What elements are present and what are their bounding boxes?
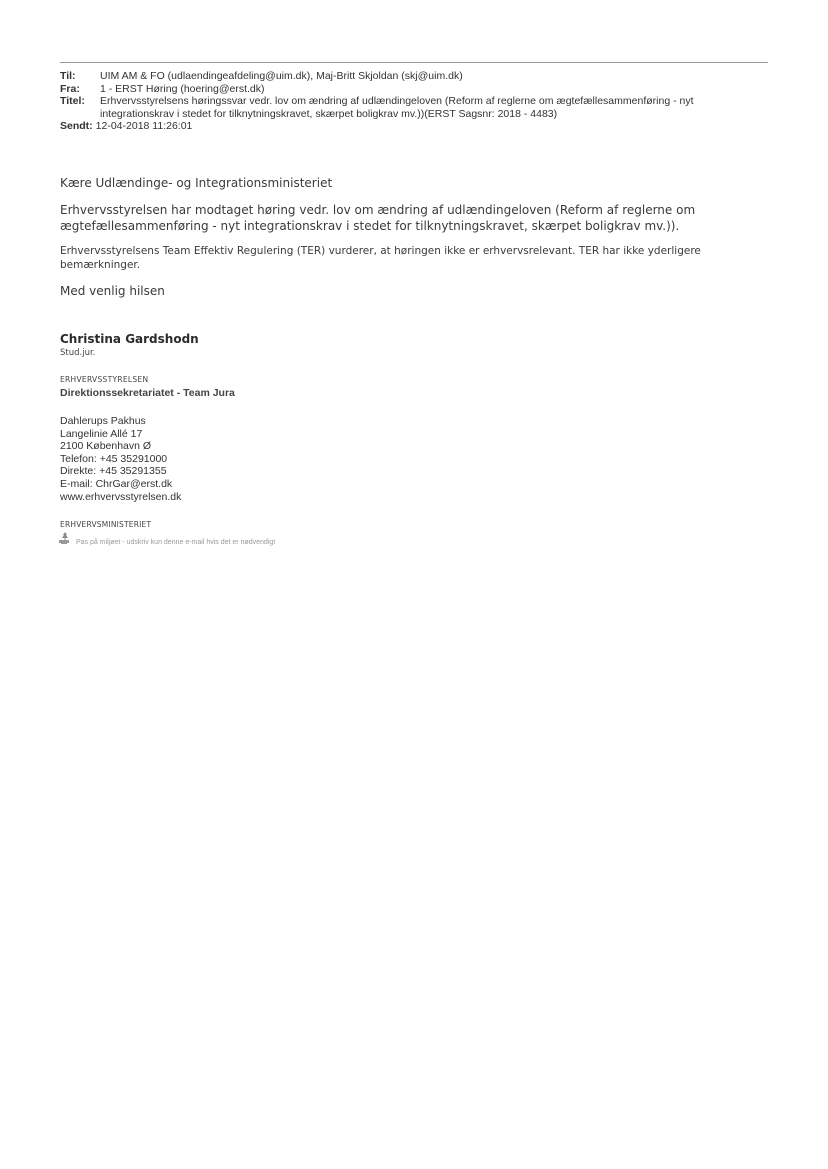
email-body bbox=[60, 176, 740, 298]
sent-value: 12-04-2018 11:26:01 bbox=[95, 120, 193, 132]
environment-note-text: Pas på miljøet - udskriv kun denne e-mail hvis det er nødvendigt bbox=[76, 539, 276, 546]
title-value: Erhvervsstyrelsens høringssvar vedr. lov om ændring af udlændingeloven (Reform af reglerne om ægtefællesammenføring - nyt integrationskrav i stedet for tilknytningskravet, skærpet boligkrav mv.))(ERST Sagsnr: 2018 - 4483) bbox=[100, 95, 694, 120]
signature-title: Stud.jur. bbox=[60, 348, 96, 358]
from-row bbox=[60, 83, 766, 96]
body-paragraph-2: Erhvervsstyrelsens Team Effektiv Regulering (TER) vurderer, at høringen ikke er erhvervsrelevant. TER har ikke yderligere bemærkninger. bbox=[60, 245, 701, 271]
direct-phone-line: Direkte: +45 35291355 bbox=[60, 465, 167, 478]
agency-name: ERHVERVSSTYRELSEN bbox=[60, 375, 149, 384]
signature-name: Christina Gardshodn bbox=[60, 332, 199, 346]
email-header bbox=[60, 70, 766, 133]
department-name: Direktionssekretariatet - Team Jura bbox=[60, 387, 235, 399]
title-row bbox=[60, 95, 766, 120]
website-line: www.erhvervsstyrelsen.dk bbox=[60, 490, 182, 503]
body-paragraph-1: Erhvervsstyrelsen har modtaget høring vedr. lov om ændring af udlændingeloven (Reform af reglerne om ægtefællesammenføring - nyt integrationskrav i stedet for tilknytningskravet, skærpet boligkrav mv.)). bbox=[60, 203, 696, 233]
address-line: Dahlerups Pakhus bbox=[60, 415, 146, 427]
greeting: Kære Udlændinge- og Integrationsministeriet bbox=[60, 176, 333, 190]
header-divider bbox=[60, 62, 768, 63]
sent-label: Sendt: bbox=[60, 120, 93, 132]
ministry-name: ERHVERVSMINISTERIET bbox=[60, 520, 152, 529]
printer-tree-icon bbox=[58, 532, 76, 546]
to-row bbox=[60, 70, 766, 83]
email-line: E-mail: ChrGar@erst.dk bbox=[60, 477, 173, 490]
to-value: UIM AM & FO (udlaendingeafdeling@uim.dk), Maj-Britt Skjoldan (skj@uim.dk) bbox=[100, 70, 463, 82]
phone-line: Telefon: +45 35291000 bbox=[60, 452, 168, 465]
from-value: 1 - ERST Høring (hoering@erst.dk) bbox=[100, 82, 265, 95]
environment-note bbox=[58, 532, 275, 546]
to-label: Til: bbox=[60, 70, 76, 82]
address-block bbox=[60, 415, 181, 503]
closing: Med venlig hilsen bbox=[60, 284, 165, 298]
address-line: 2100 København Ø bbox=[60, 440, 152, 453]
from-label: Fra: bbox=[60, 82, 80, 95]
sent-row bbox=[60, 120, 766, 133]
title-label: Titel: bbox=[60, 95, 85, 107]
address-line: Langelinie Allé 17 bbox=[60, 427, 143, 440]
